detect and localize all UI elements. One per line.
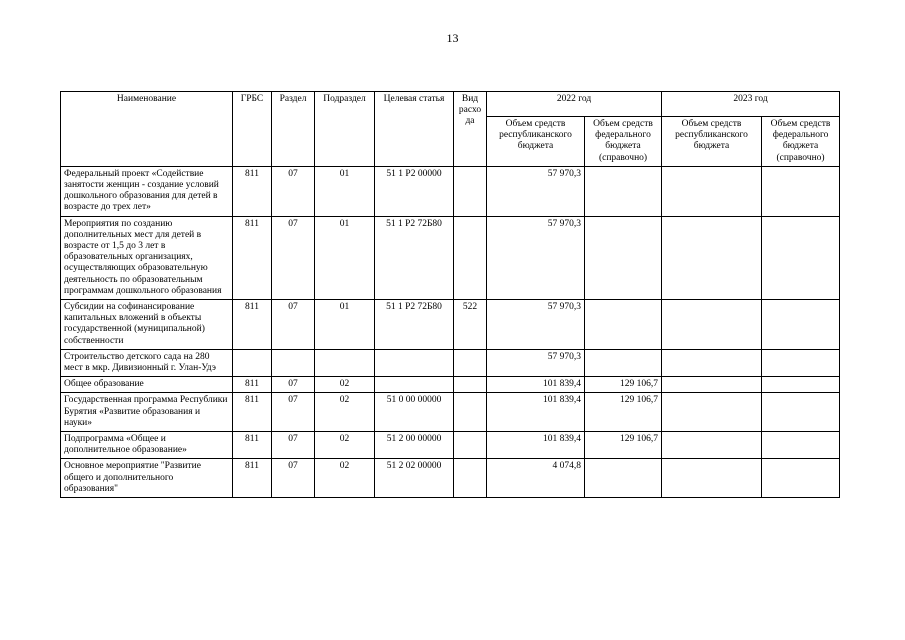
row-federal-2022: [585, 300, 662, 350]
row-republic-2022: 57 970,3: [487, 166, 585, 216]
row-subsection: [315, 349, 375, 376]
table-row: [61, 393, 840, 432]
header-republic-2022: Объем средств республиканского бюджета: [487, 117, 585, 167]
row-section: 07: [272, 216, 315, 299]
row-federal-2023: [762, 432, 840, 459]
row-federal-2022: [585, 166, 662, 216]
row-subsection: 01: [315, 216, 375, 299]
row-federal-2022: 129 106,7: [585, 432, 662, 459]
row-federal-2022: [585, 349, 662, 376]
row-grbs: 811: [233, 459, 272, 498]
row-exp-type: [454, 393, 487, 432]
row-exp-type: [454, 459, 487, 498]
row-grbs: 811: [233, 377, 272, 393]
row-name: Подпрограмма «Общее и дополнительное образование»: [61, 432, 233, 459]
row-section: 07: [272, 393, 315, 432]
row-name: Основное мероприятие "Развитие общего и дополнительного образования": [61, 459, 233, 498]
row-section: 07: [272, 459, 315, 498]
header-exp-type: Вид расхо да: [454, 92, 487, 167]
row-republic-2023: [662, 459, 762, 498]
row-name: Строительство детского сада на 280 мест в мкр. Дивизионный г. Улан-Удэ: [61, 349, 233, 376]
row-federal-2023: [762, 166, 840, 216]
header-year-2022: 2022 год: [487, 92, 662, 117]
row-republic-2022: 101 839,4: [487, 377, 585, 393]
row-exp-type: [454, 166, 487, 216]
header-federal-2023: Объем средств федерального бюджета (справочно): [762, 117, 840, 167]
row-name: Общее образование: [61, 377, 233, 393]
row-federal-2023: [762, 459, 840, 498]
row-federal-2023: [762, 216, 840, 299]
row-target: 51 1 P2 00000: [375, 166, 454, 216]
table-row: [61, 216, 840, 299]
row-grbs: 811: [233, 393, 272, 432]
row-name: Федеральный проект «Содействие занятости женщин - создание условий дошкольного образования для детей в возрасте до трех лет»: [61, 166, 233, 216]
row-grbs: 811: [233, 300, 272, 350]
row-republic-2023: [662, 377, 762, 393]
row-target: 51 1 P2 72Б80: [375, 300, 454, 350]
row-target: 51 0 00 00000: [375, 393, 454, 432]
row-republic-2022: 4 074,8: [487, 459, 585, 498]
row-grbs: 811: [233, 216, 272, 299]
row-republic-2023: [662, 393, 762, 432]
row-federal-2022: 129 106,7: [585, 377, 662, 393]
row-subsection: 02: [315, 377, 375, 393]
row-target: [375, 377, 454, 393]
row-republic-2022: 57 970,3: [487, 349, 585, 376]
table-body: [61, 166, 840, 497]
row-federal-2023: [762, 377, 840, 393]
header-year-2023: 2023 год: [662, 92, 840, 117]
row-section: 07: [272, 300, 315, 350]
page-number: 13: [446, 31, 459, 45]
row-republic-2023: [662, 432, 762, 459]
header-republic-2023: Объем средств республиканского бюджета: [662, 117, 762, 167]
row-section: 07: [272, 166, 315, 216]
row-grbs: 811: [233, 166, 272, 216]
row-republic-2022: 57 970,3: [487, 216, 585, 299]
header-subsection: Подраздел: [315, 92, 375, 167]
row-federal-2023: [762, 349, 840, 376]
table-row: [61, 166, 840, 216]
row-target: 51 2 02 00000: [375, 459, 454, 498]
row-name: Мероприятия по созданию дополнительных мест для детей в возрасте от 1,5 до 3 лет в образовательных организациях, осуществляющих образовательную деятельность по образовательным программам дошкольного образования: [61, 216, 233, 299]
row-target: 51 1 P2 72Б80: [375, 216, 454, 299]
row-republic-2022: 57 970,3: [487, 300, 585, 350]
budget-table: [60, 91, 840, 498]
row-exp-type: [454, 432, 487, 459]
row-federal-2022: 129 106,7: [585, 393, 662, 432]
header-row-top: [61, 92, 840, 117]
row-republic-2023: [662, 166, 762, 216]
row-federal-2022: [585, 459, 662, 498]
row-republic-2023: [662, 300, 762, 350]
header-section: Раздел: [272, 92, 315, 167]
row-name: Государственная программа Республики Бурятия «Развитие образования и науки»: [61, 393, 233, 432]
row-republic-2023: [662, 216, 762, 299]
row-federal-2023: [762, 300, 840, 350]
row-republic-2022: 101 839,4: [487, 393, 585, 432]
row-grbs: [233, 349, 272, 376]
row-section: [272, 349, 315, 376]
table-row: [61, 349, 840, 376]
row-subsection: 01: [315, 300, 375, 350]
row-target: [375, 349, 454, 376]
row-republic-2023: [662, 349, 762, 376]
row-section: 07: [272, 377, 315, 393]
row-exp-type: [454, 377, 487, 393]
table-row: [61, 300, 840, 350]
table-row: [61, 459, 840, 498]
header-grbs: ГРБС: [233, 92, 272, 167]
row-name: Субсидии на софинансирование капитальных вложений в объекты государственной (муниципальной) собственности: [61, 300, 233, 350]
row-exp-type: 522: [454, 300, 487, 350]
row-subsection: 02: [315, 432, 375, 459]
header-federal-2022: Объем средств федерального бюджета (справочно): [585, 117, 662, 167]
row-federal-2022: [585, 216, 662, 299]
row-federal-2023: [762, 393, 840, 432]
row-target: 51 2 00 00000: [375, 432, 454, 459]
row-subsection: 01: [315, 166, 375, 216]
header-name: Наименование: [61, 92, 233, 167]
row-exp-type: [454, 349, 487, 376]
row-exp-type: [454, 216, 487, 299]
table-row: [61, 432, 840, 459]
header-target: Целевая статья: [375, 92, 454, 167]
row-subsection: 02: [315, 393, 375, 432]
row-section: 07: [272, 432, 315, 459]
row-subsection: 02: [315, 459, 375, 498]
table-row: [61, 377, 840, 393]
row-republic-2022: 101 839,4: [487, 432, 585, 459]
row-grbs: 811: [233, 432, 272, 459]
